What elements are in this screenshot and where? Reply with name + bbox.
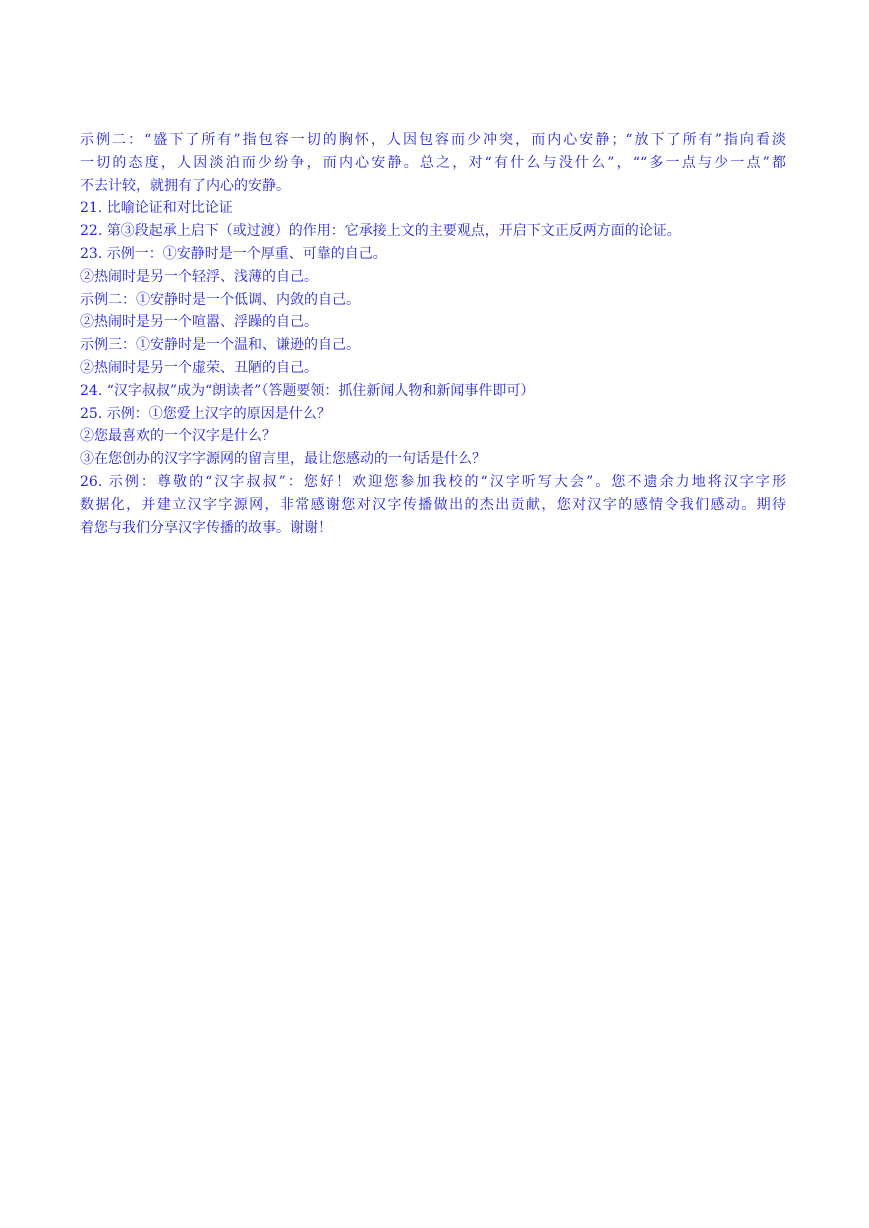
answer-26-part2: 数据化，并建立汉字字源网，非常感谢您对汉字传播做出的杰出贡献，您对汉字的感情令我们感动。期待	[80, 496, 786, 513]
answer-23-example3-b: ②热闹时是另一个虚荣、丑陋的自己。	[80, 359, 318, 376]
answer-25-q3: ③在您创办的汉字字源网的留言里，最让您感动的一句话是什么？	[80, 451, 486, 468]
answer-23-example1-b: ②热闹时是另一个轻浮、浅薄的自己。	[80, 268, 318, 285]
answer-25-q2: ②您最喜欢的一个汉字是什么？	[80, 428, 276, 445]
text-line-example2-part2: 一切的态度，人因淡泊而少纷争，而内心安静。总之，对“有什么与没什么”，““多一点与少一点”都	[80, 154, 786, 171]
answer-23-example2-b: ②热闹时是另一个喧嚣、浮躁的自己。	[80, 314, 318, 331]
answer-24: 24. “汉字叔叔”成为“朗读者”（答题要领：抓住新闻人物和新闻事件即可）	[80, 382, 535, 399]
answer-22: 22. 第③段起承上启下（或过渡）的作用：它承接上文的主要观点，开启下文正反两方面的论证。	[80, 223, 681, 240]
answer-26-part1: 26. 示例：尊敬的“汉字叔叔”：您好！欢迎您参加我校的“汉字听写大会”。您不遗余力地将汉字字形	[80, 473, 786, 490]
text-line-example2-part1: 示例二：“盛下了所有”指包容一切的胸怀，人因包容而少冲突，而内心安静；“放下了所有”指向看淡	[80, 132, 786, 148]
answer-21: 21. 比喻论证和对比论证	[80, 200, 233, 217]
answer-25-q1: 25. 示例：①您爱上汉字的原因是什么？	[80, 405, 331, 422]
answer-26-part3: 着您与我们分享汉字传播的故事。谢谢！	[80, 519, 332, 536]
text-line-example2-part3: 不去计较，就拥有了内心的安静。	[80, 177, 290, 194]
answer-23-example1-a: 23. 示例一：①安静时是一个厚重、可靠的自己。	[80, 245, 387, 262]
answer-23-example3-a: 示例三：①安静时是一个温和、谦逊的自己。	[80, 337, 360, 354]
answer-text-block	[80, 129, 786, 539]
answer-23-example2-a: 示例二：①安静时是一个低调、内敛的自己。	[80, 291, 360, 308]
